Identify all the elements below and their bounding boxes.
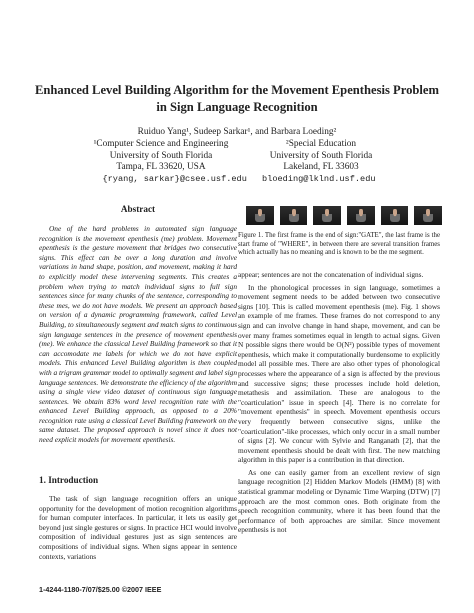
email-addresses xyxy=(34,174,444,184)
right-column-body xyxy=(238,270,440,535)
affiliation-left-line: Tampa, FL 33620, USA xyxy=(116,162,206,173)
video-frame-image xyxy=(414,206,442,225)
author-list: Ruiduo Yang¹, Sudeep Sarkar¹, and Barbara Loeding² xyxy=(137,127,337,137)
affiliation-left xyxy=(86,139,236,174)
body-paragraph: In the phonological processes in sign language, sometimes a movement segment needs to be added between two consecutive signs [10]. This is called movement epenthesis (me). Fig. 1 shows an example of me frames. These frames do not correspond to any sign and can involve change in hand shape, movement, and can be over many frames sometimes equal in length to actual signs. Given N possible signs there would be O(N²) possible types of movement epenthesis, which make it computationally burdensome to explicitly model all possible mes. There are also other types of phonological processes where the appearance of a sign is affected by the previous and successive signs; these processes include hold deletion, metathesis and assimilation. These are analogous to the "coarticulation" issue in speech [4]. There is no correlate for "movement epenthesis" in speech. Movement epenthesis occurs very frequently between consecutive signs, unlike the "coarticulation"-like processes, which only occur in a small number of signs [2]. We concur with Sylvie and Ranganath [2], that the movement epenthesis should be dealt with first. The new matching algorithm in this paper is a contribution in that direction. xyxy=(238,282,440,465)
video-frame-image xyxy=(347,206,375,225)
affiliation-right xyxy=(246,139,396,174)
figure-frame-strip xyxy=(246,206,442,226)
video-frame-image xyxy=(280,206,308,225)
affiliation-right-line: ²Special Education xyxy=(285,139,357,149)
email-right: bloeding@lklnd.usf.edu xyxy=(262,174,376,184)
introduction-body: The task of sign language recognition offers an unique opportunity for the development of motion recognition algorithms for human computer interfaces. In particular, it lets us easily get beyond just single gestures or signs. In practice HCI would involve composition of individual gestures just as sign sentences are compositions of individual signs. When signs appear in sentence contexts, variations xyxy=(39,494,237,561)
email-left: {ryang, sarkar}@csee.usf.edu xyxy=(102,174,247,184)
copyright-footer: 1-4244-1180-7/07/$25.00 ©2007 IEEE xyxy=(39,585,162,594)
affiliation-left-line: University of South Florida xyxy=(109,150,213,161)
figure-caption: Figure 1. The first frame is the end of sign:"GATE", the last frame is the start frame of "WHERE", in between there are several transition frames which actually has no meaning and is known to be the me segment. xyxy=(238,232,440,257)
affiliation-right-line: University of South Florida xyxy=(269,150,373,161)
paper-title: Enhanced Level Building Algorithm for the Movement Epenthesis Problem in Sign Language Recognition xyxy=(35,83,439,114)
introduction-heading: 1. Introduction xyxy=(39,475,99,485)
abstract-body: One of the hard problems in automated sign language recognition is the movement epenthesis (me) problem. Movement epenthesis is the gesture movement that bridges two consecutive signs. This effect can be over a long duration and involve variations in hand shape, position, and movement, making it hard to explicitly model these intervening segments. This creates a problem when trying to match individual signs to full sign sentences since for many chunks of the sentence, corresponding to these mes, we do not have models. We present an approach based on version of a dynamic programming framework, called Level Building, to simultaneously segment and match signs to continuous sign language sentences in the presence of movement epenthesis (me). We enhance the classical Level Building framework so that it can accomodate me labels for which we do not have explicit models. This enhanced Level Building algorithm is then coupled with a trigram grammar model to optimally segment and label sign language sentences. We demonstrate the efficiency of the algorithm using a single view video dataset of continuous sign language sentences. We obtain 83% word level recognition rate with the enhanced Level Building approach, as opposed to a 20% recognition rate using a classical Level Building framework on the same dataset. The proposed approach is novel since it does not need explicit models for movement epenthesis. xyxy=(39,224,237,445)
affiliation-left-line: ¹Computer Science and Engineering xyxy=(93,139,229,149)
video-frame-image xyxy=(246,206,274,225)
affiliation-right-line: Lakeland, FL 33603 xyxy=(283,162,359,173)
abstract-heading: Abstract xyxy=(120,204,156,214)
video-frame-image xyxy=(381,206,409,225)
video-frame-image xyxy=(313,206,341,225)
body-paragraph: As one can easily garner from an excellent review of sign language recognition [2] Hidden Markov Models (HMM) [8] with statistical grammar modeling or Dynamic Time Warping (DTW) [7] approach are the most common ones. Both originate from the speech recognition community, where it has been found that the performance of both approaches are similar. Since movement epenthesis is not xyxy=(238,467,440,535)
body-paragraph: appear; sentences are not the concatenation of individual signs. xyxy=(238,270,424,279)
